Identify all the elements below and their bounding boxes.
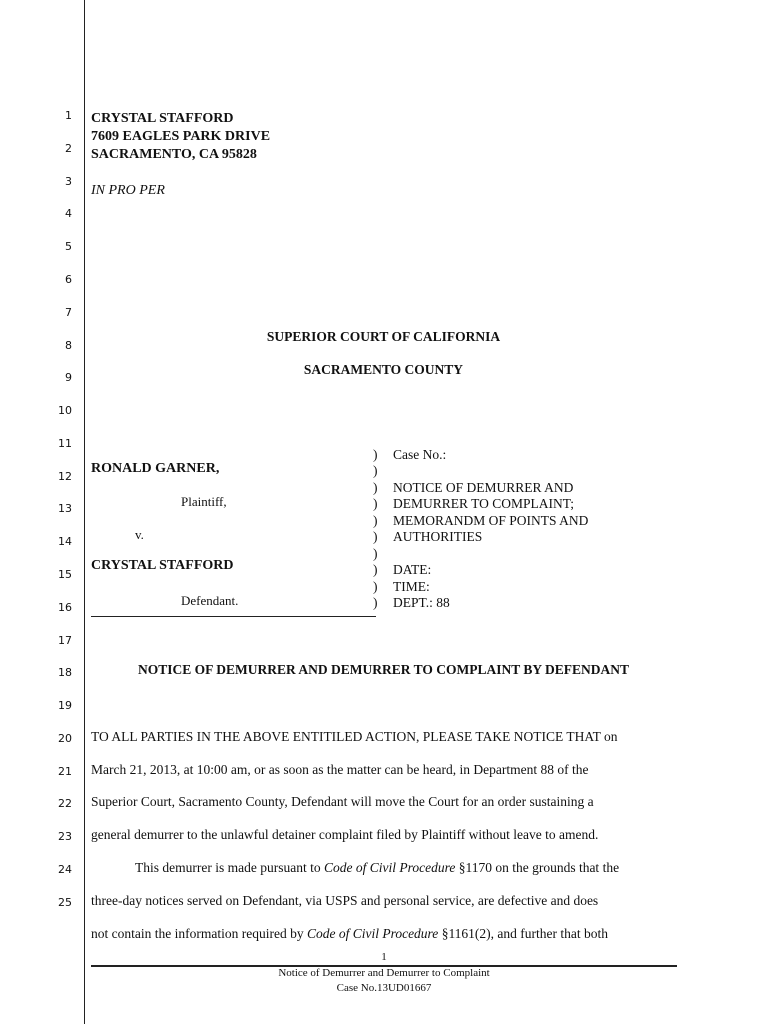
line-number: 17 [58, 634, 72, 647]
line-number: 22 [58, 797, 72, 810]
document-title-line: MEMORANDM OF POINTS AND [393, 513, 589, 528]
body-text-segment: not contain the information required by [91, 926, 307, 941]
court-name: SUPERIOR COURT OF CALIFORNIA [266, 329, 501, 344]
line-number: 24 [58, 863, 72, 876]
line-number: 13 [58, 502, 72, 515]
caption-paren: ) [373, 463, 378, 478]
defendant-role: Defendant. [181, 593, 239, 608]
caption-paren: ) [373, 562, 378, 577]
line-number: 7 [65, 306, 72, 319]
court-county: SACRAMENTO COUNTY [303, 362, 464, 377]
body-line: general demurrer to the unlawful detainer complaint filed by Plaintiff without leave to amend. [91, 827, 599, 842]
line-number: 18 [58, 666, 72, 679]
line-number: 23 [58, 830, 72, 843]
caption-paren: ) [373, 447, 378, 462]
body-line [135, 860, 619, 876]
line-number: 9 [65, 371, 72, 384]
body-text-segment: §1161(2), and further that both [438, 926, 609, 941]
caption-paren: ) [373, 546, 378, 561]
line-number: 14 [58, 535, 72, 548]
pro-per-status: IN PRO PER [91, 183, 165, 198]
line-number: 21 [58, 765, 72, 778]
footer-case-number: Case No.13UD01667 [336, 982, 432, 994]
attorney-city: SACRAMENTO, CA 95828 [91, 147, 257, 162]
department-label: DEPT.: 88 [393, 595, 450, 610]
caption-paren: ) [373, 579, 378, 594]
line-number: 2 [65, 142, 72, 155]
page-number: 1 [381, 951, 387, 963]
line-number: 1 [65, 109, 72, 122]
body-text-segment: This demurrer is made pursuant to [135, 860, 324, 875]
line-number: 6 [65, 273, 72, 286]
versus: v. [135, 527, 144, 542]
caption-underline [91, 616, 376, 617]
plaintiff-role: Plaintiff, [181, 494, 227, 509]
document-title-line: AUTHORITIES [393, 529, 483, 544]
line-number: 15 [58, 568, 72, 581]
attorney-street: 7609 EAGLES PARK DRIVE [91, 129, 271, 144]
hearing-date-label: DATE: [393, 562, 432, 577]
defendant-name: CRYSTAL STAFFORD [91, 558, 234, 573]
body-text-segment: §1170 on the grounds that the [455, 860, 620, 875]
line-number: 12 [58, 470, 72, 483]
line-number: 19 [58, 699, 72, 712]
body-line [91, 926, 608, 942]
line-number: 8 [65, 339, 72, 352]
caption-paren: ) [373, 480, 378, 495]
statute-citation: Code of Civil Procedure [323, 860, 456, 875]
case-number-label: Case No.: [393, 447, 447, 462]
body-line: March 21, 2013, at 10:00 am, or as soon as the matter can be heard, in Department 88 of the [91, 762, 589, 777]
footer-document-title: Notice of Demurrer and Demurrer to Complaint [278, 967, 490, 979]
left-margin-rule [84, 0, 85, 1024]
document-heading: NOTICE OF DEMURRER AND DEMURRER TO COMPLAINT BY DEFENDANT [137, 662, 630, 677]
line-number: 10 [58, 404, 72, 417]
line-number: 3 [65, 175, 72, 188]
caption-paren: ) [373, 595, 378, 610]
line-number: 5 [65, 240, 72, 253]
body-line: Superior Court, Sacramento County, Defendant will move the Court for an order sustaining a [91, 794, 594, 809]
document-title-line: DEMURRER TO COMPLAINT; [393, 496, 575, 511]
caption-paren: ) [373, 513, 378, 528]
plaintiff-name: RONALD GARNER, [91, 461, 220, 476]
line-number: 11 [58, 437, 72, 450]
line-number: 4 [65, 207, 72, 220]
line-number: 20 [58, 732, 72, 745]
attorney-name: CRYSTAL STAFFORD [91, 111, 234, 126]
line-number: 16 [58, 601, 72, 614]
document-title-line: NOTICE OF DEMURRER AND [393, 480, 574, 495]
caption-paren: ) [373, 496, 378, 511]
body-line: TO ALL PARTIES IN THE ABOVE ENTITILED ACTION, PLEASE TAKE NOTICE THAT on [91, 729, 618, 744]
body-line: three-day notices served on Defendant, via USPS and personal service, are defective and does [91, 893, 599, 908]
caption-paren: ) [373, 529, 378, 544]
line-number: 25 [58, 896, 72, 909]
statute-citation: Code of Civil Procedure [306, 926, 439, 941]
hearing-time-label: TIME: [393, 579, 430, 594]
